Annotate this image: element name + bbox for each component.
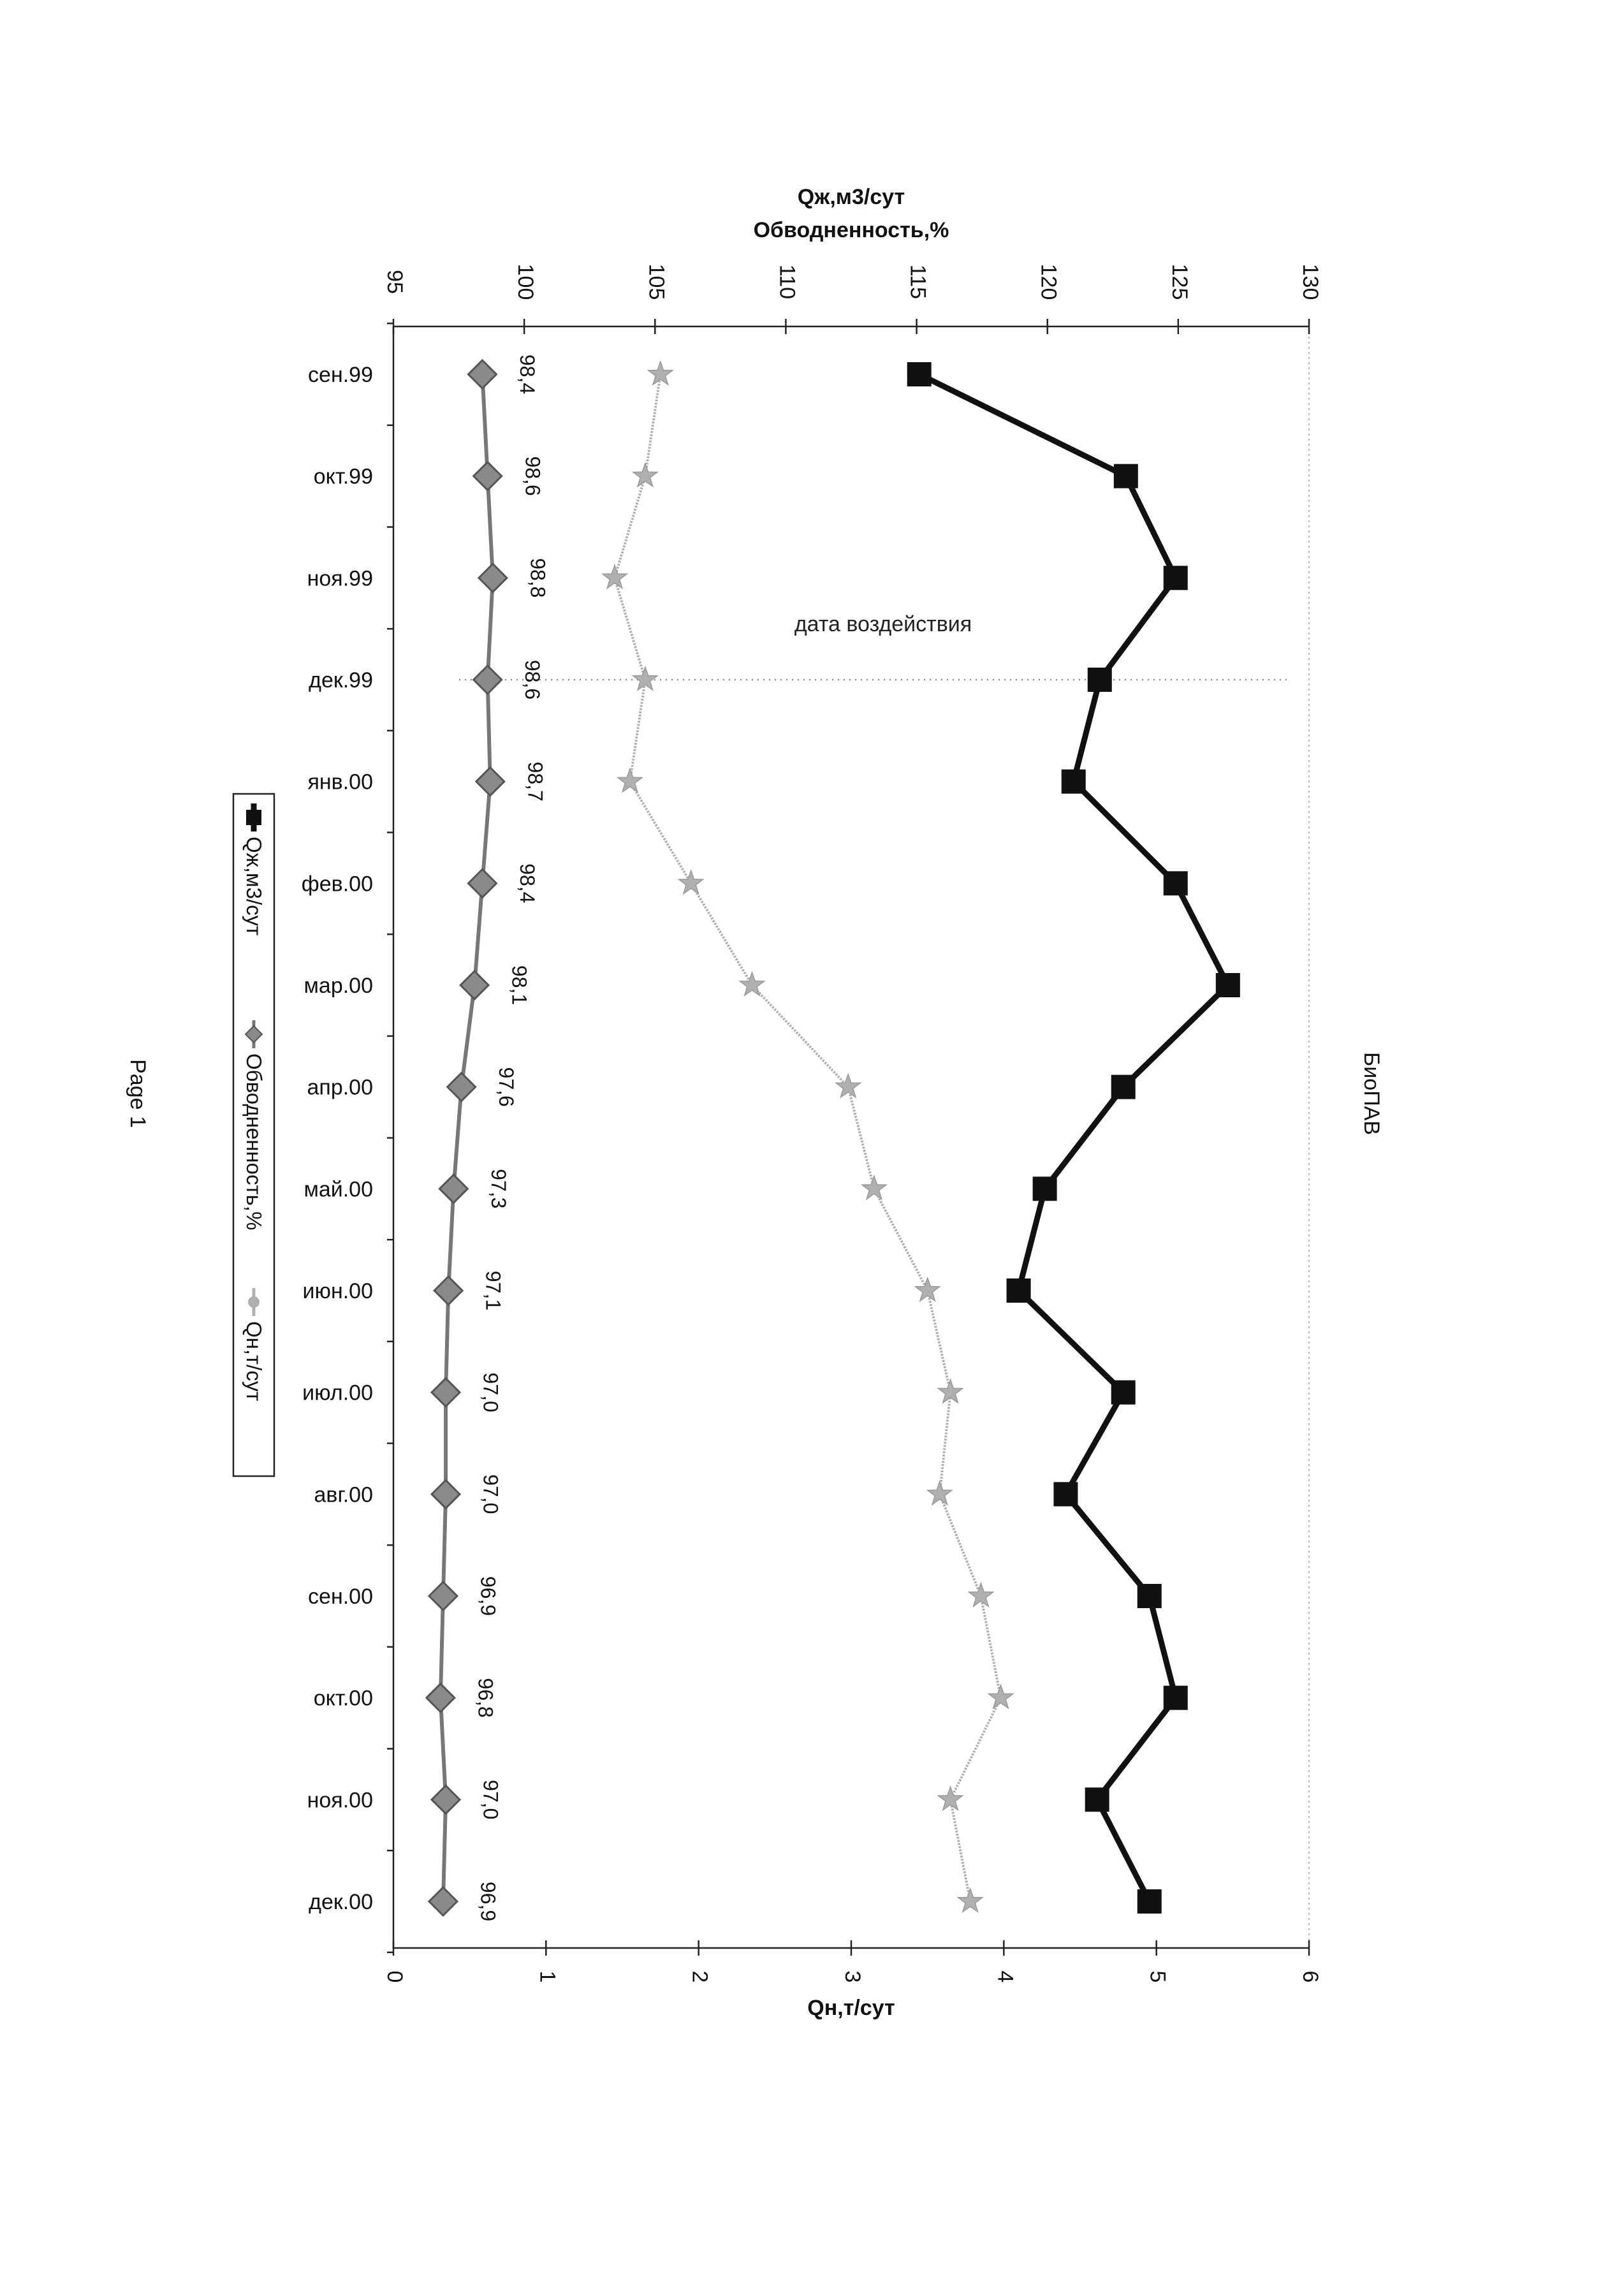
category-label: дек.99 — [309, 668, 373, 692]
category-label: ноя.00 — [307, 1788, 373, 1813]
bottom-axis-title: Qн,т/сут — [807, 1996, 895, 2020]
watercut-data-label: 96,9 — [476, 1576, 500, 1616]
category-label: июл.00 — [302, 1380, 373, 1405]
top-tick-label: 120 — [1036, 263, 1061, 300]
category-label: янв.00 — [307, 770, 373, 794]
category-label: май.00 — [304, 1177, 373, 1202]
data-point-marker — [474, 666, 502, 694]
data-point-marker — [1138, 1584, 1162, 1608]
bottom-tick-label: 3 — [840, 1970, 865, 1983]
data-point-marker — [603, 565, 627, 588]
data-point-marker — [474, 462, 502, 490]
top-tick-label: 125 — [1167, 263, 1192, 300]
top-axis-ticks — [383, 264, 1322, 334]
data-point-marker — [1033, 1176, 1057, 1201]
bottom-tick-label: 5 — [1145, 1970, 1170, 1983]
top-tick-label: 100 — [513, 263, 538, 300]
event-date-label: дата воздействия — [794, 612, 972, 636]
legend-swatch-marker — [246, 810, 261, 825]
data-point-marker — [1164, 871, 1188, 895]
data-point-marker — [618, 769, 642, 792]
side-title: БиоПАВ — [1359, 1051, 1384, 1136]
data-point-marker — [1007, 1278, 1031, 1303]
top-axis-title-line1: Qж,м3/сут — [797, 185, 905, 209]
category-label: июн.00 — [302, 1279, 373, 1303]
watercut-data-label: 97,0 — [479, 1474, 502, 1514]
series-line — [615, 374, 1001, 1901]
bottom-tick-label: 4 — [993, 1970, 1018, 1983]
data-point-marker — [907, 362, 932, 386]
category-label: сен.00 — [308, 1585, 373, 1609]
watercut-data-label: 97,3 — [486, 1169, 510, 1209]
data-point-marker — [468, 869, 496, 897]
data-point-marker — [429, 1887, 457, 1915]
top-tick-label: 130 — [1298, 263, 1323, 300]
data-point-marker — [939, 1787, 963, 1810]
legend-label: Обводненность,% — [242, 1053, 266, 1231]
data-point-marker — [1088, 668, 1112, 692]
top-tick-label: 95 — [383, 270, 407, 294]
data-point-marker — [1216, 973, 1240, 997]
page-footer: Page 1 — [126, 1059, 150, 1128]
category-label: мар.00 — [304, 974, 373, 998]
data-point-marker — [740, 972, 764, 995]
data-point-marker — [989, 1685, 1013, 1708]
watercut-data-label: 97,1 — [481, 1270, 505, 1311]
top-tick-label: 110 — [775, 264, 800, 300]
watercut-data-label: 98,4 — [516, 863, 539, 904]
watercut-data-label: 98,6 — [521, 456, 545, 496]
data-point-marker — [460, 971, 488, 999]
watercut-data-label: 97,0 — [479, 1780, 502, 1820]
data-point-marker — [427, 1684, 455, 1712]
category-label: сен.99 — [308, 363, 373, 387]
category-ticks — [302, 323, 393, 1952]
data-point-marker — [1138, 1889, 1162, 1914]
watercut-data-labels — [474, 355, 549, 1921]
data-point-marker — [1164, 1686, 1188, 1710]
top-axis-title-line2: Обводненность,% — [753, 218, 949, 242]
data-point-marker — [479, 564, 507, 592]
legend-rotated — [233, 794, 274, 1476]
data-point-marker — [476, 768, 504, 796]
bottom-tick-label: 2 — [687, 1970, 712, 1983]
data-point-marker — [1062, 770, 1086, 794]
data-point-marker — [1111, 1075, 1136, 1099]
legend-label: Qж,м3/сут — [242, 837, 266, 936]
data-point-marker — [432, 1785, 460, 1813]
category-label: ноя.99 — [307, 566, 373, 591]
legend — [233, 794, 274, 1476]
bottom-tick-label: 1 — [535, 1970, 560, 1983]
data-point-marker — [836, 1074, 860, 1097]
top-tick-label: 115 — [905, 264, 930, 300]
bottom-tick-label: 6 — [1298, 1970, 1323, 1983]
watercut-data-label: 98,4 — [516, 354, 539, 395]
data-point-marker — [679, 870, 703, 893]
category-label: апр.00 — [307, 1075, 373, 1100]
top-tick-label: 105 — [644, 263, 669, 300]
data-point-marker — [1164, 566, 1188, 590]
category-label: окт.99 — [313, 464, 373, 489]
watercut-data-label: 96,9 — [476, 1881, 500, 1922]
series-lines — [441, 374, 1228, 1901]
category-label: фев.00 — [301, 872, 373, 897]
data-point-marker — [1085, 1787, 1109, 1812]
data-point-marker — [468, 360, 496, 388]
data-point-marker — [439, 1175, 467, 1203]
watercut-data-label: 97,0 — [479, 1372, 502, 1412]
legend-swatch-marker — [248, 1296, 260, 1308]
watercut-data-label: 96,8 — [474, 1678, 497, 1718]
data-point-marker — [969, 1583, 993, 1606]
category-label: окт.00 — [313, 1686, 373, 1711]
watercut-data-label: 98,8 — [526, 558, 550, 598]
watercut-data-label: 97,6 — [495, 1067, 518, 1107]
data-point-marker — [928, 1481, 952, 1504]
data-point-marker — [432, 1480, 460, 1508]
data-point-marker — [432, 1379, 460, 1407]
category-label: авг.00 — [314, 1483, 373, 1507]
data-point-marker — [448, 1073, 476, 1101]
data-point-marker — [429, 1582, 457, 1610]
data-point-marker — [1111, 1380, 1136, 1405]
watercut-data-label: 98,7 — [523, 761, 547, 802]
category-label: дек.00 — [309, 1890, 373, 1914]
series-line — [919, 374, 1228, 1901]
watercut-data-label: 98,6 — [521, 659, 545, 700]
series-line — [441, 374, 493, 1901]
data-point-marker — [1053, 1482, 1078, 1506]
bottom-tick-label: 0 — [383, 1970, 407, 1983]
watercut-data-label: 98,1 — [508, 965, 531, 1006]
data-point-marker — [1114, 464, 1138, 488]
data-point-marker — [958, 1889, 983, 1912]
data-point-marker — [434, 1277, 462, 1305]
bottom-axis-ticks — [383, 1940, 1322, 1982]
data-point-marker — [633, 464, 657, 487]
legend-label: Qн,т/сут — [242, 1321, 266, 1402]
data-point-marker — [862, 1176, 886, 1199]
data-point-marker — [916, 1278, 940, 1301]
